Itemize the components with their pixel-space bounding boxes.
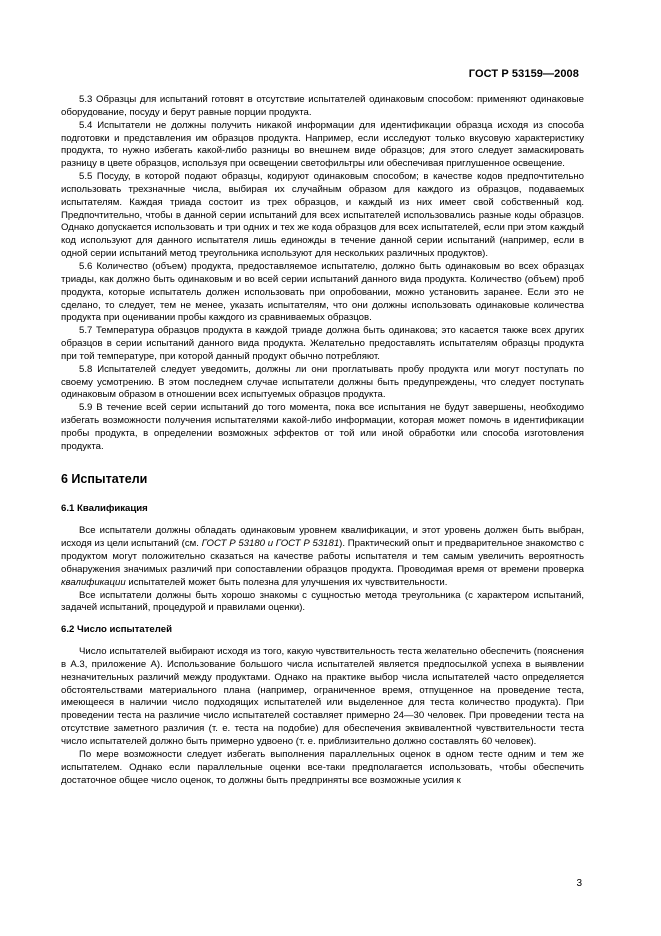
paragraph-6-2-a: Число испытателей выбирают исходя из того, какую чувствительность теста желательно обеспечить (пояснения в А.3, приложение А). Использование большого числа испытателей является предпосылкой успеха в выявлении незначительных различий между продуктами. Однако на практике выбор числа испытателей часто определяется обстоятельствами материального плана (например, ограниченное время, отпущенное на проведение теста, имеющееся в наличии число подходящих испытателей или выделенное для теста количество продукта). При проведении теста на различие число испытателей составляет примерно 24—30 человек. При проведении теста на отсутствие заметного различия (т. е. теста на подобие) для обеспечения эквивалентной чувствительности теста число испытателей должно быть примерно удвоено (т. е. приблизительно должно составлять 60 человек).	[61, 646, 584, 747]
document-body	[61, 94, 584, 787]
paragraph-5-6: 5.6 Количество (объем) продукта, предоставляемое испытателю, должно быть одинаковым во всех образцах триады, как должно быть одинаковым и во всей серии испытаний данного вида продукта. Количество (объем) проб продукта, которые испытатель должен использовать при опробовании, можно установить заранее. Если это не сделано, то следует, тем не менее, указать испытателям, что они должны использовать одинаковые количества продукта при оценивании пробы каждого из сравниваемых образцов.	[61, 260, 584, 324]
paragraph-5-5: 5.5 Посуду, в которой подают образцы, кодируют одинаковым способом; в качестве кодов предпочтительно использовать трехзначные числа, выбирая их случайным образом для каждого из образцов, подаваемых испытателям. Каждая триада состоит из трех образцов, и каждый из них имеет свой собственный код. Предпочтительно, чтобы в данной серии испытаний для всех испытателей использовались разные коды образцов. Однако допускается использовать и три одних и тех же кода образцов для всех испытателей, если при этом каждый код используют для данного испытателя лишь единожды в течение данной серии испытаний (например, если в одной серии испытаний метод треугольника используют для нескольких различных продуктов).	[61, 171, 584, 260]
text-run: ). Практический опыт и предварительное знакомство с продуктом могут положительно сказаться на качестве работы испытателя и тем самым увеличить вероятность обнаружения значимых различий при сопоставлении образцов продукта. Проводимая время от времени проверка	[61, 538, 584, 575]
text-run: Все испытатели должны обладать одинаковым уровнем квалификации, и этот уровень должен быть выбран, исходя из цели испытаний (см.	[61, 525, 584, 550]
section-6-2-heading: 6.2 Число испытателей	[61, 624, 172, 636]
document-header: ГОСТ Р 53159—2008	[468, 68, 579, 80]
emphasis-term: квалификации	[61, 576, 126, 588]
section-6-1-heading: 6.1 Квалификация	[61, 503, 148, 515]
paragraph-5-7: 5.7 Температура образцов продукта в каждой триаде должна быть одинакова; это касается также всех других образцов в серии испытаний данного вида продукта. Желательно предоставлять испытателям образцы продукта при той температуре, при которой данный продукт обычно потребляют.	[61, 325, 584, 362]
section-6-heading: 6 Испытатели	[61, 471, 148, 486]
paragraph-5-4: 5.4 Испытатели не должны получить никакой информации для идентификации образца исходя из способа подготовки и представления им образцов продукта. Например, если исследуют только вкусовую характеристику продукта, то нужно избегать какой-либо разницы во внешнем виде образцов; для этого следует замаскировать разницу в цвете образцов, используя при освещении светофильтры или обеспечивая приглушенное освещение.	[61, 119, 584, 170]
paragraph-5-8: 5.8 Испытателей следует уведомить, должны ли они проглатывать пробу продукта или могут поступать по своему усмотрению. В этом последнем случае испытатели должны быть предупреждены, что следует поступать одинаковым образом в отношении всех испытуемых образцов продукта.	[61, 363, 584, 401]
standard-reference: ГОСТ Р 53180 и ГОСТ Р 53181	[201, 538, 340, 550]
page-number: 3	[576, 878, 582, 889]
text-run: испытателей может быть полезна для улучшения их чувствительности.	[125, 576, 448, 588]
paragraph-6-2-b: По мере возможности следует избегать выполнения параллельных оценок в одном тесте одним и тем же испытателем. Однако если параллельные оценки все-таки предполагается использовать, чтобы обеспечить достаточное общее число оценок, то должны быть предприняты все возможные усилия к	[61, 748, 584, 786]
paragraph-5-3: 5.3 Образцы для испытаний готовят в отсутствие испытателей одинаковым способом: применяют одинаковые оборудование, посуду и берут равные порции продукта.	[61, 94, 584, 118]
paragraph-6-1-a	[61, 525, 584, 589]
paragraph-5-9: 5.9 В течение всей серии испытаний до того момента, пока все испытания не будут завершены, необходимо избегать возможности получения испытателями какой-либо информации, которая может помочь в идентификации пробы продукта, в определении возможных эффектов от той или иной обработки или способа изготовления продукта.	[61, 402, 584, 452]
paragraph-6-1-b: Все испытатели должны быть хорошо знакомы с сущностью метода треугольника (с характером испытаний, задачей испытаний, процедурой и правилами оценки).	[61, 589, 584, 614]
